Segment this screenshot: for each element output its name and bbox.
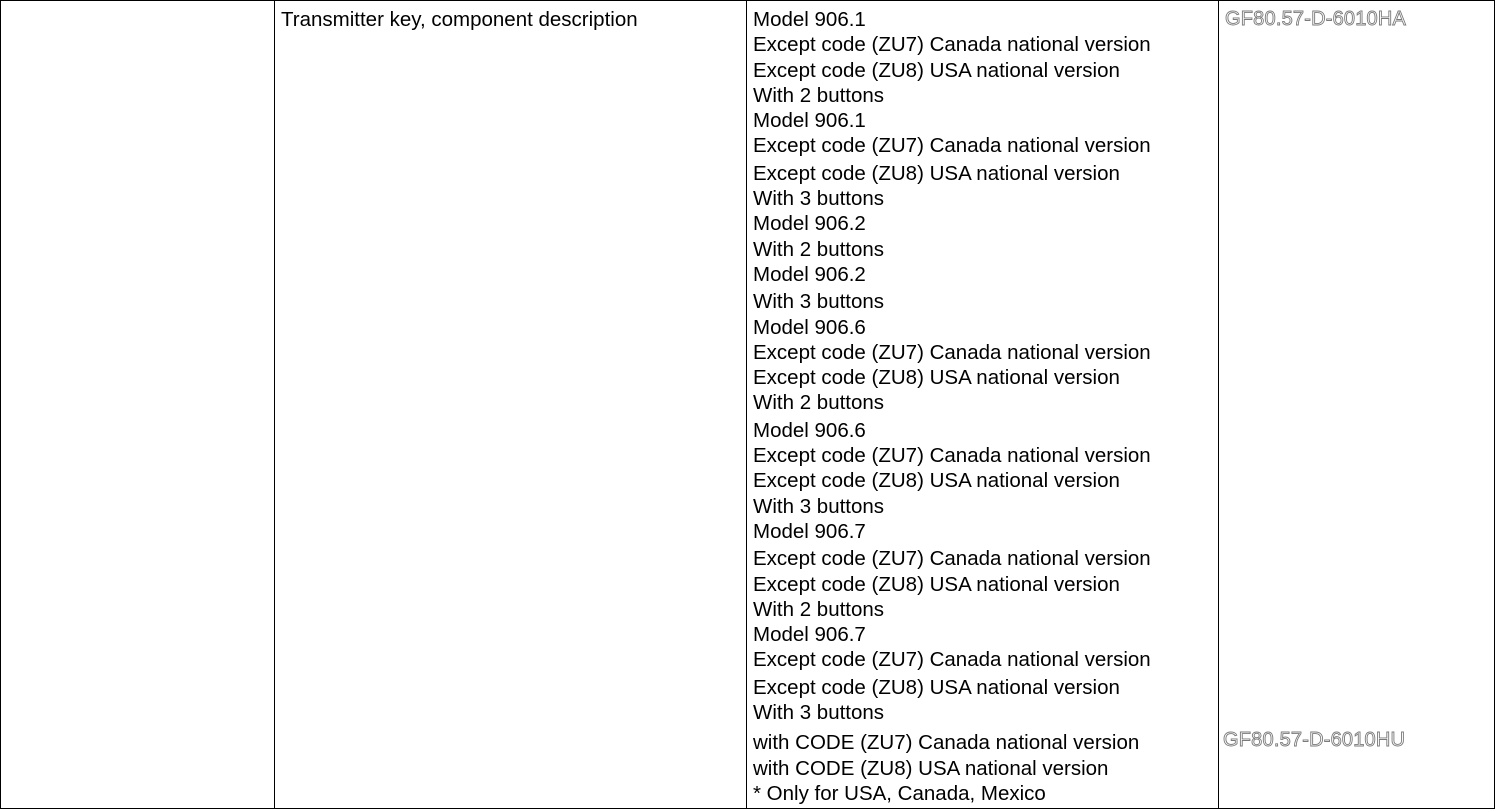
- condition-line: Except code (ZU7) Canada national version: [753, 648, 1151, 672]
- condition-line: Model 906.1: [753, 109, 866, 133]
- condition-line: with CODE (ZU8) USA national version: [753, 756, 1109, 780]
- condition-line: Except code (ZU7) Canada national version: [753, 340, 1151, 364]
- condition-line: with CODE (ZU7) Canada national version: [753, 731, 1140, 755]
- conditions-list: [747, 1, 1218, 806]
- condition-line: Model 906.1: [753, 8, 866, 31]
- component-description: Transmitter key, component description: [281, 8, 638, 31]
- condition-line: Except code (ZU8) USA national version: [753, 572, 1120, 596]
- blank-cell: [1, 1, 275, 809]
- condition-line: With 3 buttons: [753, 701, 885, 725]
- condition-line: With 3 buttons: [753, 187, 885, 211]
- condition-line: With 2 buttons: [753, 237, 885, 261]
- condition-line: Except code (ZU8) USA national version: [753, 469, 1120, 493]
- condition-line: With 3 buttons: [753, 494, 885, 518]
- condition-line: Model 906.2: [753, 262, 866, 286]
- condition-line: Except code (ZU7) Canada national version: [753, 444, 1151, 468]
- condition-line: Model 906.6: [753, 315, 866, 339]
- condition-line: Except code (ZU7) Canada national version: [753, 547, 1151, 571]
- condition-line: With 2 buttons: [753, 83, 885, 107]
- description-cell: [275, 1, 747, 809]
- part-number-link[interactable]: GF80.57-D-6010HU: [1223, 729, 1406, 751]
- part-number-cell: [1219, 1, 1495, 809]
- condition-line: Model 906.6: [753, 418, 866, 442]
- condition-line: * Only for USA, Canada, Mexico: [753, 781, 1046, 805]
- condition-line: Except code (ZU7) Canada national version: [753, 134, 1151, 158]
- table-row: [1, 1, 1495, 809]
- condition-line: Except code (ZU8) USA national version: [753, 366, 1120, 390]
- condition-line: With 2 buttons: [753, 391, 885, 415]
- condition-line: Model 906.2: [753, 212, 866, 236]
- part-number-link[interactable]: GF80.57-D-6010HA: [1225, 8, 1407, 30]
- condition-line: Except code (ZU8) USA national version: [753, 161, 1120, 185]
- condition-line: Except code (ZU7) Canada national version: [753, 33, 1151, 57]
- condition-line: With 2 buttons: [753, 597, 885, 621]
- conditions-cell: [747, 1, 1219, 809]
- condition-line: Except code (ZU8) USA national version: [753, 675, 1120, 699]
- condition-line: Except code (ZU8) USA national version: [753, 58, 1120, 82]
- condition-line: Model 906.7: [753, 623, 866, 647]
- condition-line: Model 906.7: [753, 519, 866, 543]
- condition-line: With 3 buttons: [753, 290, 885, 314]
